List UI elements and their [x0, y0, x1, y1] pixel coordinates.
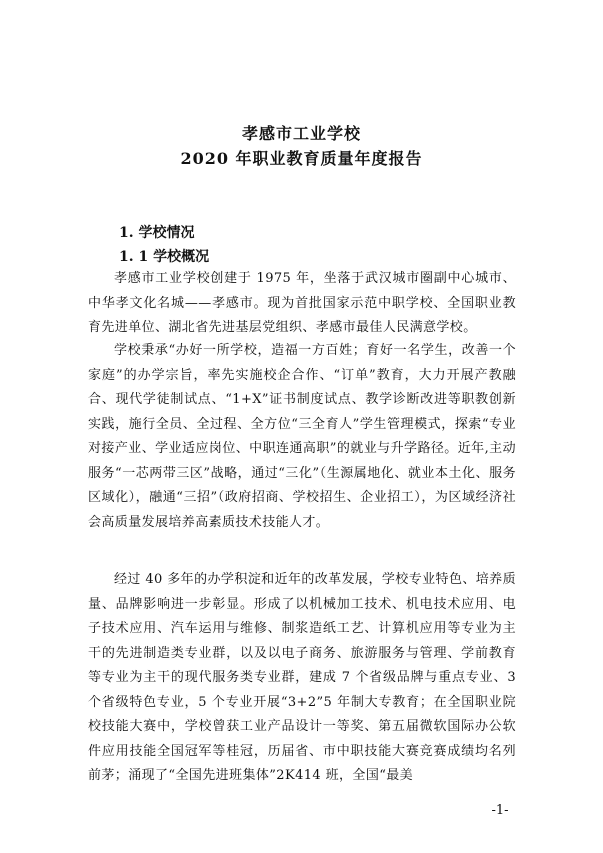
document-title-school: 孝感市工业学校 — [241, 124, 361, 143]
paragraph-school-founding: 孝感市工业学校创建于 1975 年，坐落于武汉城市圈副中心城市、中华孝文化名城——孝感市。现为首批国家示范中职学校、全国职业教育先进单位、湖北省先进基层党组织、孝感市最佳人民满意学校。 — [88, 271, 516, 335]
section-heading-school-info: 1. 学校情况 — [119, 225, 195, 241]
page-number: -1- — [491, 803, 509, 818]
paragraph-school-philosophy: 学校秉承“办好一所学校，造福一方百姓；育好一名学生，改善一个家庭”的办学宗旨，率先实施校企合作、“订单”教育，大力开展产教融合、现代学徒制试点、“1+X”证书制度试点、教学诊断改进等职教创新实践，施行全员、全过程、全方位“三全育人”学生管理模式，探索“专业对接产业、学业适应岗位、中职连通高职”的就业与升学路径。近年,主动服务“一芯两带三区”战略，通过“三化”（生源属地化、就业本土化、服务区域化），融通“三招”（政府招商、学校招生、企业招工），为区域经济社会高质量发展培养高素质技术技能人才。 — [88, 343, 516, 530]
paragraph-school-development: 经过 40 多年的办学积淀和近年的改革发展，学校专业特色、培养质量、品牌影响进一步彰显。形成了以机械加工技术、机电技术应用、电子技术应用、汽车运用与维修、制浆造纸工艺、计算机应用等专业为主干的先进制造类专业群，以及以电子商务、旅游服务与管理、学前教育等专业为主干的现代服务类专业群，建成 7 个省级品牌与重点专业、3 个省级特色专业，5 个专业开展“3+2”5 年制大专教育；在全国职业院校技能大赛中，学校曾获工业产品设计一等奖、第五届微软国际办公软件应用技能全国冠军等桂冠，历届省、市中职技能大赛竞赛成绩均名列前茅；涌现了“全国先进班集体”2K414 班，全国“最美 — [88, 572, 516, 783]
document-title-report: 2020 年职业教育质量年度报告 — [180, 149, 423, 168]
subsection-heading-school-overview: 1. 1 学校概况 — [119, 249, 210, 265]
